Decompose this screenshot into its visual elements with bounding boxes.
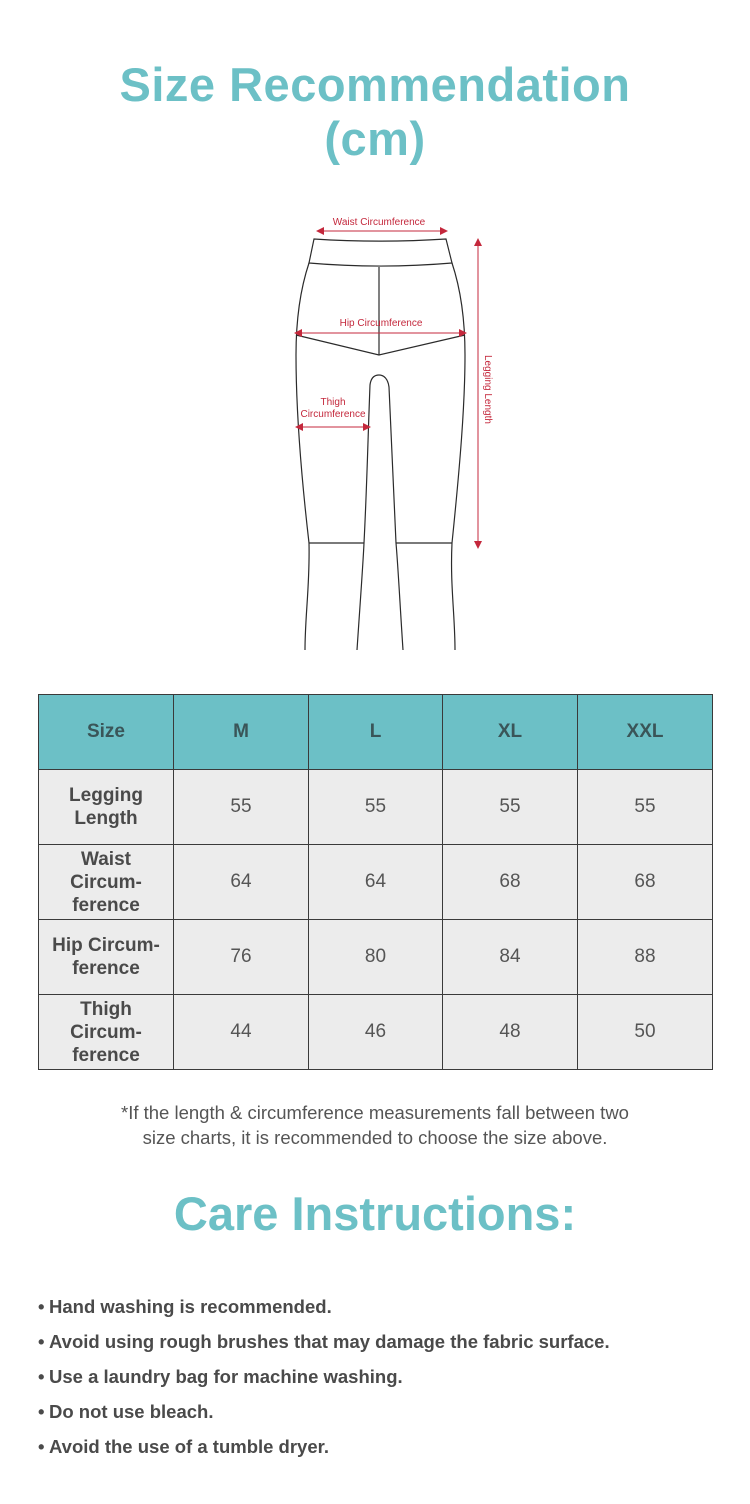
list-item: [38, 1327, 728, 1362]
table-cell: 55: [174, 770, 309, 845]
legging-outline: [296, 239, 465, 650]
row-label-thigh: Thigh Circum- ference: [39, 995, 174, 1070]
care-item-text: Avoid using rough brushes that may damage the fabric surface.: [49, 1331, 610, 1352]
thigh-label-line1: Thigh: [320, 397, 346, 408]
hip-label: Hip Circumference: [339, 318, 423, 329]
care-item-text: Use a laundry bag for machine washing.: [49, 1366, 403, 1387]
thigh-label-line2: Circumference: [300, 409, 366, 420]
row-label-waist: Waist Circum- ference: [39, 845, 174, 920]
table-cell: 80: [309, 920, 443, 995]
bullet-icon: •: [38, 1296, 45, 1317]
size-column-header: Size: [39, 695, 174, 770]
table-cell: 68: [578, 845, 713, 920]
bullet-icon: •: [38, 1366, 45, 1387]
table-cell: 55: [443, 770, 578, 845]
list-item: [38, 1397, 728, 1432]
table-cell: 55: [578, 770, 713, 845]
size-table: [38, 694, 713, 1070]
size-note: [0, 1100, 750, 1150]
table-row: [39, 845, 713, 920]
care-item-text: Do not use bleach.: [49, 1401, 214, 1422]
table-cell: 64: [309, 845, 443, 920]
page-title-line-2: (cm): [324, 112, 426, 165]
table-cell: 88: [578, 920, 713, 995]
bullet-icon: •: [38, 1436, 45, 1457]
bullet-icon: •: [38, 1331, 45, 1352]
list-item: [38, 1292, 728, 1327]
length-label: Legging Length: [482, 355, 493, 424]
table-cell: 50: [578, 995, 713, 1070]
table-cell: 48: [443, 995, 578, 1070]
bullet-icon: •: [38, 1401, 45, 1422]
page-title-line-1: Size Recommendation: [119, 58, 631, 111]
table-cell: 44: [174, 995, 309, 1070]
size-xl-header: XL: [443, 695, 578, 770]
waist-label: Waist Circumference: [332, 217, 426, 228]
row-label-legging-length: Legging Length: [39, 770, 174, 845]
row-label-hip: Hip Circum- ference: [39, 920, 174, 995]
table-row: [39, 770, 713, 845]
size-l-header: L: [309, 695, 443, 770]
table-row: [39, 995, 713, 1070]
size-note-line-1: *If the length & circumference measurements fall between two: [121, 1102, 629, 1123]
table-cell: 64: [174, 845, 309, 920]
size-m-header: M: [174, 695, 309, 770]
care-list: [38, 1292, 728, 1467]
care-title: Care Instructions:: [173, 1187, 577, 1240]
care-item-text: Avoid the use of a tumble dryer.: [49, 1436, 329, 1457]
size-table-header-row: [39, 695, 713, 770]
table-cell: 68: [443, 845, 578, 920]
care-item-text: Hand washing is recommended.: [49, 1296, 332, 1317]
legging-diagram: [0, 205, 750, 660]
table-cell: 46: [309, 995, 443, 1070]
list-item: [38, 1432, 728, 1467]
page-title: [0, 58, 750, 166]
list-item: [38, 1362, 728, 1397]
size-note-line-2: size charts, it is recommended to choose the size above.: [142, 1127, 608, 1148]
table-cell: 55: [309, 770, 443, 845]
table-cell: 84: [443, 920, 578, 995]
table-row: [39, 920, 713, 995]
size-xxl-header: XXL: [578, 695, 713, 770]
table-cell: 76: [174, 920, 309, 995]
